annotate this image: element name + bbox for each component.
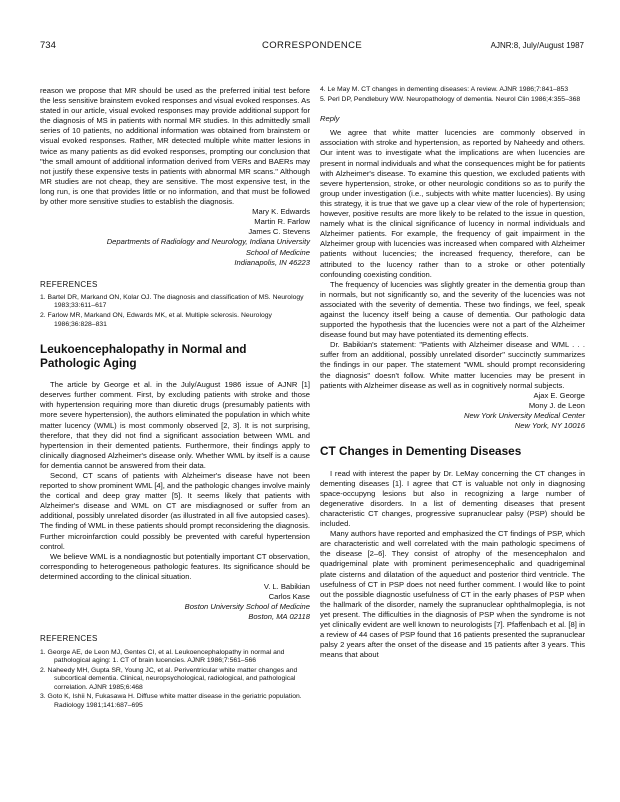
reply-heading: Reply bbox=[320, 114, 340, 124]
letter1-affiliation-2: School of Medicine bbox=[245, 247, 310, 257]
reply-author-2: Mony J. de Leon bbox=[528, 400, 585, 410]
running-section-title: CORRESPONDENCE bbox=[262, 40, 363, 51]
letter2-author-2: Carlos Kase bbox=[268, 592, 310, 602]
page-number: 734 bbox=[40, 40, 56, 51]
letter1-author-2: Martin R. Farlow bbox=[254, 217, 310, 227]
letter2-affiliation-2: Boston, MA 02118 bbox=[248, 612, 310, 622]
letter1-author-1: Mary K. Edwards bbox=[252, 207, 310, 217]
reference-list-continued bbox=[320, 86, 585, 104]
reference-item: 5. Perl DP, Pendlebury WW. Neuropathology of dementia. Neurol Clin 1986;4:355–368 bbox=[320, 95, 581, 103]
reply-paragraph: We agree that white matter lucencies are commonly observed in association with stroke and hypertension, as reported by Naheedy and others. Our intent was to investigate what the implications are when lucencies are present in normal individuals and what the consequences might be for patients with Alzheimer's disease. To examine this question, we excluded patients with severe hypertension, stroke, or other neurologic conditions so as to purify the group under investigation (i.e., subjects with white matter lucencies). By using this strategy, it is true that we gave up a clear view of the role of hypertension; however, positive results are more likely to be related to the issue in question, namely what is the clinical significance of lucency in normal individuals and Alzheimer patients. For example, the frequency of gait impairment in the Alzheimer group with lucencies was increased when compared with Alzheimer patients without lucencies; the increased frequency, therefore, can be attributed to the lucency rather than to a stroke or other potentially confounding coexisting condition. bbox=[320, 128, 585, 279]
reply-affiliation-2: New York, NY 10016 bbox=[514, 421, 585, 430]
letter1-affiliation-3: Indianapolis, IN 46223 bbox=[234, 257, 310, 267]
reference-item: 2. Naheedy MH, Gupta SR, Young JC, et al. Periventricular white matter changes and subcortical dementia. Clinical, neuropsychological, radiological, and pathological correlation. AJNR 1985;6:468 bbox=[40, 666, 298, 691]
reference-list bbox=[40, 649, 310, 711]
reference-item: 2. Farlow MR, Markand ON, Edwards MK, et al. Multiple sclerosis. Neurology 1986;36:828–831 bbox=[40, 311, 272, 328]
letter3-paragraph: Many authors have reported and emphasized the CT findings of PSP, which are characteristic and well correlated with the main pathologic specimens of the disease [2–6]. They consist of atrophy of the mesencephalon and quadrigeminal plate with prominent perimesencephalic and quadrigeminal plate cisterns and dilatation of the aqueduct and posterior third ventricle. The usefulness of CT in PSP does not need further comment. I would like to point out the possible diagnostic usefulness of CT in the early phases of PSP when the hallmark of the disorder, namely the supranuclear ophthalmoplegia, is not yet present. The difficulties in the diagnosis of PSP when the syndrome is not yet clinically evident are well known to neurologists [7]. Pfaffenbach et al. [8] in a review of 44 cases of PSP found that 16 patients presented the supranuclear palsy 2 years after the onset of the disease and 15 patients after 3 years. This means that about bbox=[320, 529, 585, 660]
letter1-body: reason we propose that MR should be used as the preferred initial test before the less sensitive brainstem evoked responses and visual evoked responses. As stated in our article, visual evoked responses may provide additional support for the diagnosis of MS in patients with normal MR studies. In this admittedly small series of 10 patients, no additional information was obtained from brainstem or visual evoked responses. Rather, MR detected multiple white matter lesions in twice as many patients as did evoked responses, prompting our conclusion that "the small amount of additional information derived from VERs and BAERs may not justify these expensive tests in patients with abnormal MR scans." Although MR studies are not cheap, they are sensitive. The most expensive test, in the long run, is one that provides little or no information, and that must be followed by other more sensitive studies to establish the diagnosis. bbox=[40, 86, 310, 207]
section-title: CT Changes in Dementing Diseases bbox=[320, 444, 522, 459]
journal-citation: AJNR:8, July/August 1987 bbox=[490, 41, 584, 50]
letter1-affiliation-1: Departments of Radiology and Neurology, Indiana University bbox=[106, 237, 310, 247]
letter2-affiliation-1: Boston University School of Medicine bbox=[184, 602, 310, 612]
letter2-paragraph: The article by George et al. in the July/August 1986 issue of AJNR [1] deserves further comment. First, by excluding patients with stroke and those with hypertension requiring more than diuretic drugs (presumably patients with more severe hypertension), the authors eliminated the population in which white matter lucency (WML) is most commonly observed [2, 3]. It is not surprising, therefore, that they did not find a significant association between WML and hypertension in their demented patients. Furthermore, their findings apply to clinically diagnosed Alzheimer's disease only. Whether WML by itself is a cause for dementia cannot be answered from their data. bbox=[40, 380, 310, 470]
references-heading: REFERENCES bbox=[40, 279, 98, 289]
reference-item: 4. Le May M. CT changes in dementing diseases: A review. AJNR 1986;7:841–853 bbox=[320, 86, 569, 93]
letter2-paragraph: We believe WML is a nondiagnostic but potentially important CT observation, corresponding to heterogeneous pathologic features. Its significance should be determined according to the clinical situation. bbox=[40, 551, 310, 581]
reference-list bbox=[40, 294, 310, 329]
right-column bbox=[320, 86, 585, 660]
references-heading: REFERENCES bbox=[40, 634, 98, 644]
letter3-paragraph: I read with interest the paper by Dr. LeMay concerning the CT changes in dementing diseases [1]. I agree that CT is valuable not only in diagnosing space-occupyng lesions but also in recognizing a large number of degenerative disorders. In a list of dementing diseases that present characteristic CT changes, progressive supranuclear palsy (PSP) should be included. bbox=[320, 468, 585, 529]
reference-item: 1. Bartel DR, Markand ON, Kolar OJ. The diagnosis and classification of MS. Neurology 1983;33:611–617 bbox=[40, 293, 304, 310]
reply-author-1: Ajax E. George bbox=[533, 390, 585, 400]
section-title: Leukoencephalopathy in Normal and Pathologic Aging bbox=[40, 342, 247, 370]
reply-affiliation-1: New York University Medical Center bbox=[464, 410, 585, 420]
letter1-author-3: James C. Stevens bbox=[248, 227, 310, 237]
reference-item: 1. George AE, de Leon MJ, Gentes CI, et al. Leukoencephalopathy in normal and pathological aging: 1. CT of brain lucencies. AJNR 1986;7:561–566 bbox=[40, 648, 285, 665]
reply-paragraph: Dr. Babikian's statement: "Patients with Alzheimer disease and WML . . . suffer from an additional, possibly unrelated disorder" succinctly summarizes the findings in our paper. The statement "WML should prompt reconsidering the diagnosis" doesn't follow. White matter lucencies may be present in patients with Alzheimer disease as well as in cognitively normal subjects. bbox=[320, 340, 585, 390]
reference-item: 3. Goto K, Ishii N, Fukasawa H. Diffuse white matter disease in the geriatric population. Radiology 1981;141:687–695 bbox=[40, 693, 302, 710]
left-column bbox=[40, 86, 310, 712]
letter2-author-1: V. L. Babikian bbox=[263, 582, 310, 592]
letter2-paragraph: Second, CT scans of patients with Alzheimer's disease have not been reported to show prominent WML [4], and the pathologic changes involve mainly the cortical and deep gray matter [5]. It seems likely that patients with Alzheimer's disease and WML on CT are misdiagnosed or suffer from an additional, possibly unrelated disorder (as illustrated in all five autopsied cases). The finding of WML in these patients should prompt reconsidering the diagnosis. Further microinfarction could possibly be prevented with careful hypertension control. bbox=[40, 471, 310, 551]
reply-paragraph: The frequency of lucencies was slightly greater in the dementia group than in normals, but not significantly so, and the severity of the lucencies was not associated with the severity of dementia. These two findings, we feel, speak against the lucency itself being a cause of dementia. Our pathologic data supported the hypothesis that the lucencies were not a part of the Alzheimer disease found but may have potentiated its dementing effects. bbox=[320, 279, 585, 340]
